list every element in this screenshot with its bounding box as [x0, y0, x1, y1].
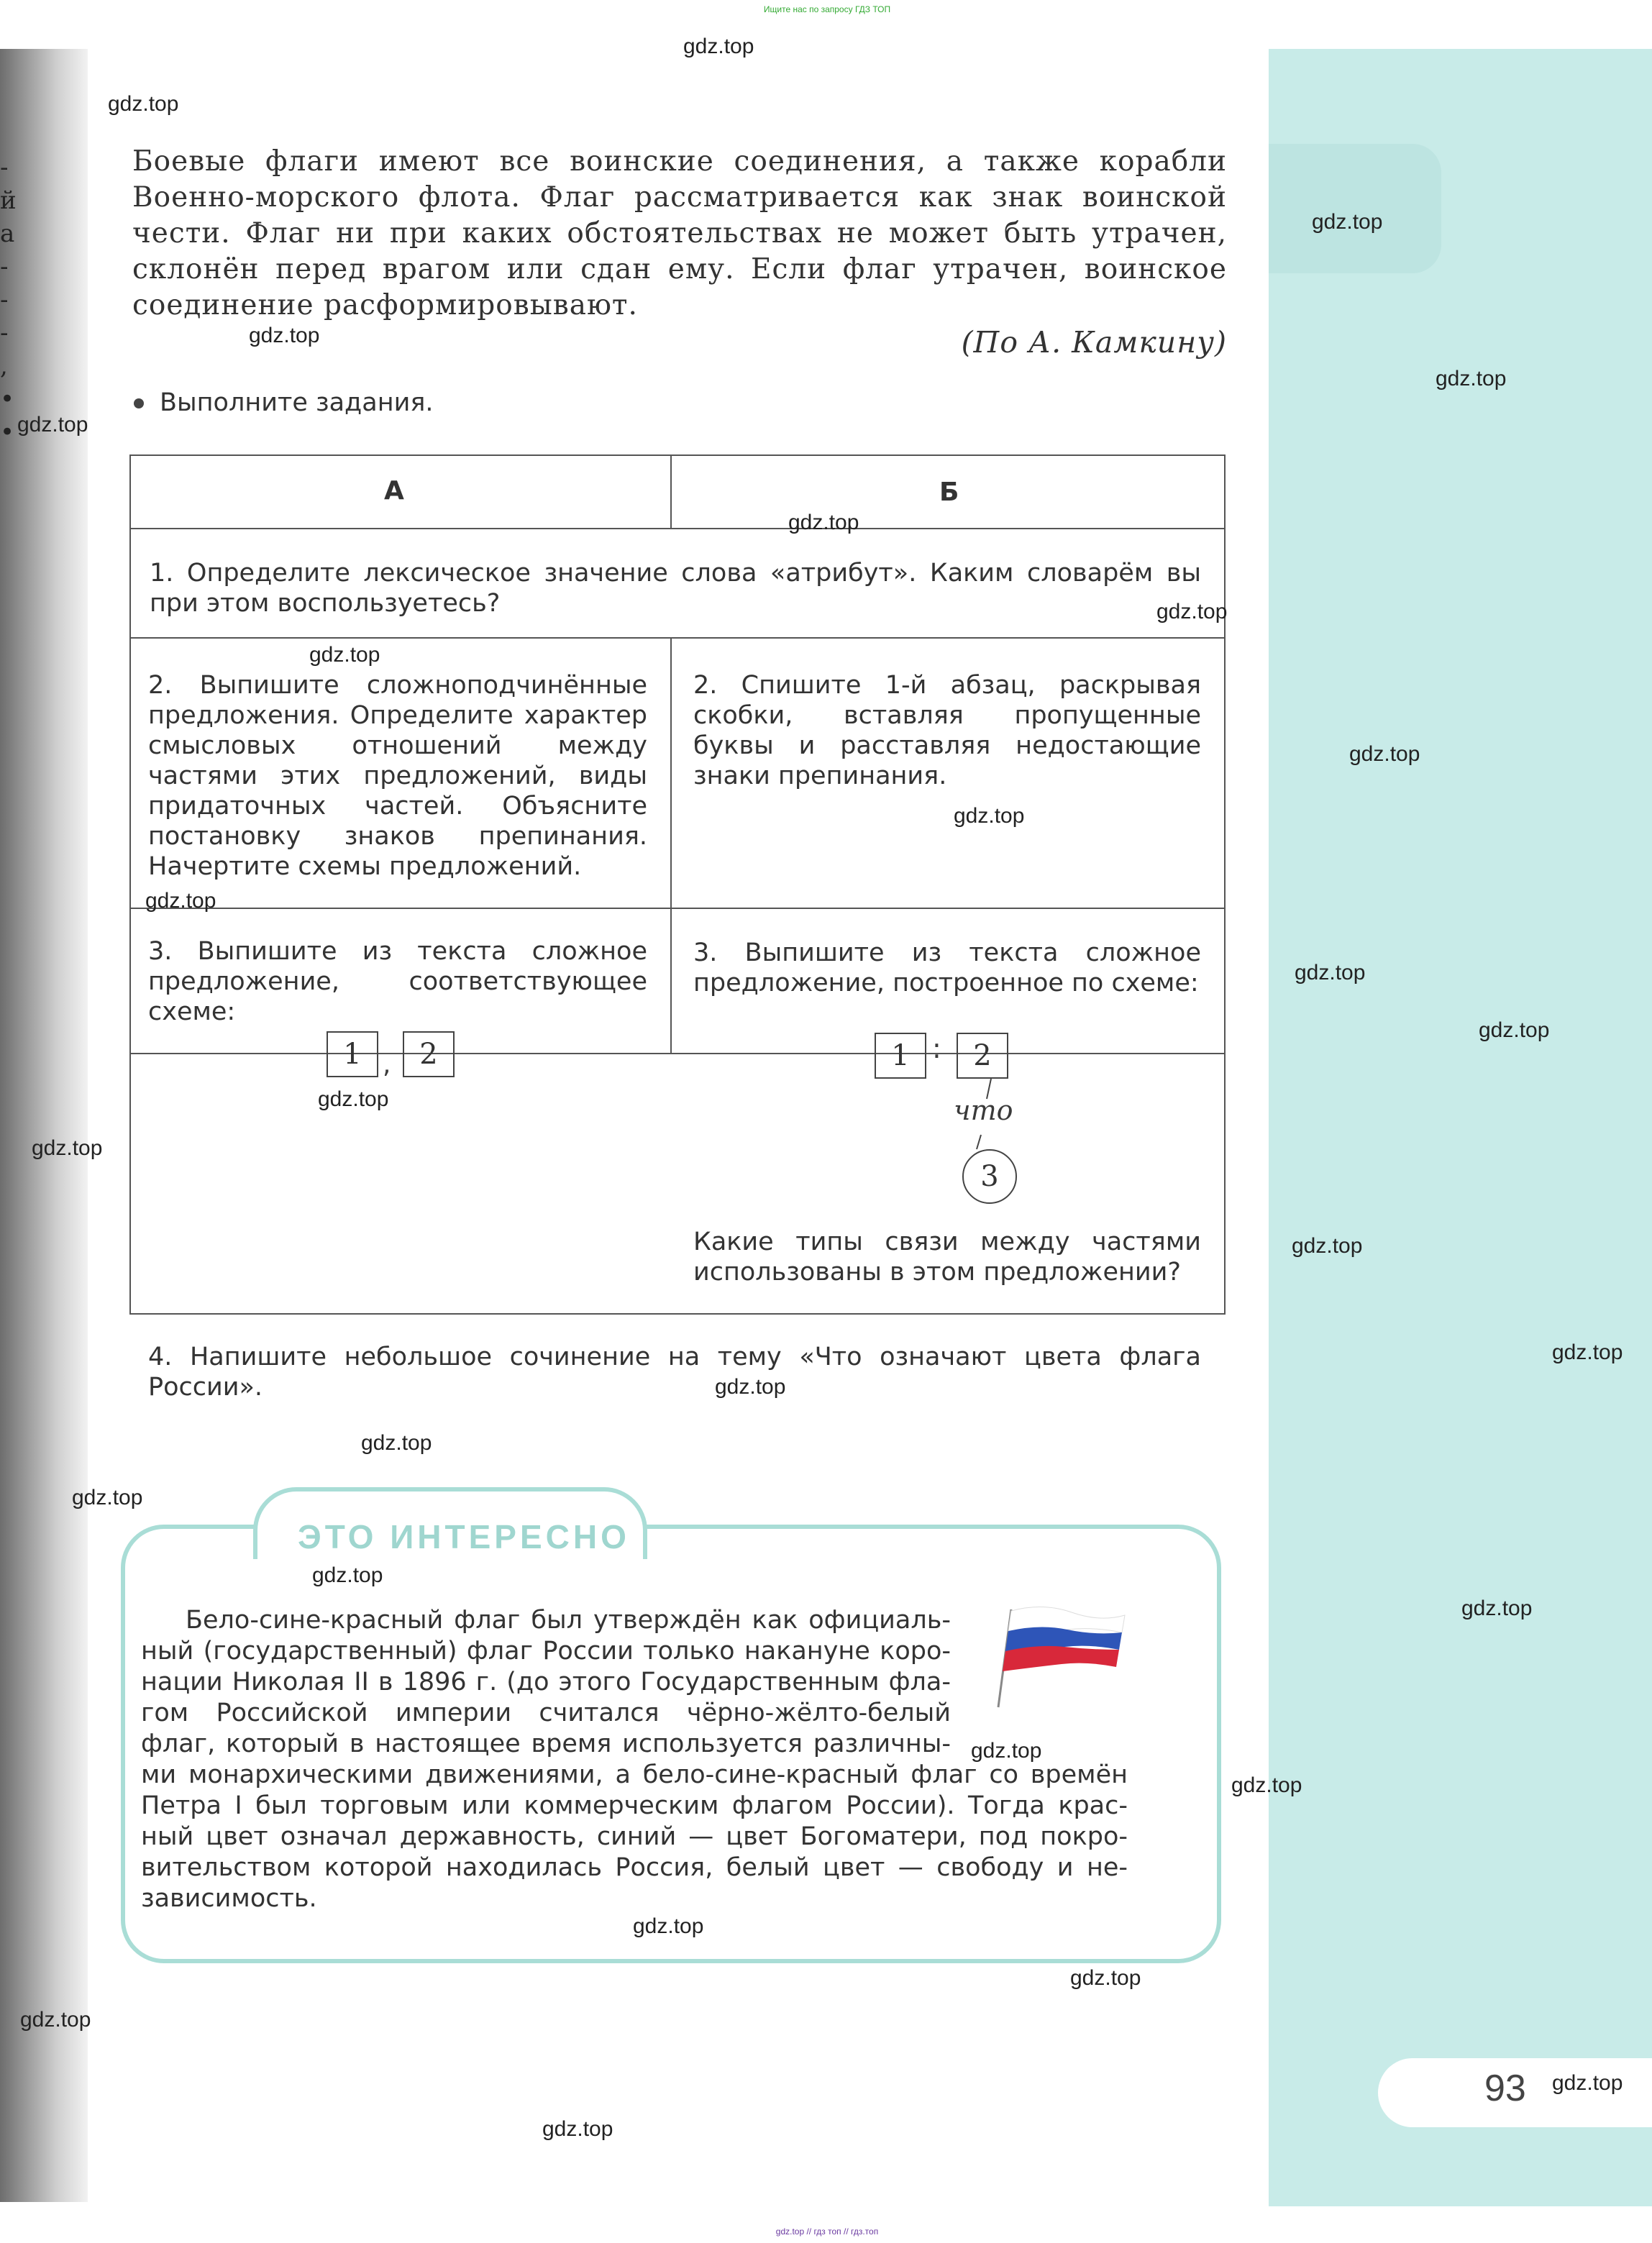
main-text	[132, 144, 1227, 324]
text-line: чести. Флаг ни при каких обстоятельствах не может быть утрачен,	[132, 217, 1227, 250]
watermark: gdz.top	[954, 804, 1025, 828]
scheme-b-box-2: 2	[957, 1033, 1008, 1079]
watermark: gdz.top	[1312, 210, 1383, 234]
task-1: 1. Определите лексическое значение слова «атрибут». Каким словарём вы при этом воспользуетесь?	[150, 559, 1201, 618]
text-line: ми монархическими движениями, а бело-сине-красный флаг со времён	[141, 1760, 1128, 1789]
watermark: gdz.top	[1552, 2071, 1623, 2095]
margin-decoration	[1269, 144, 1441, 273]
text-line: флаг, который в настоящее время используется различны-	[141, 1730, 951, 1758]
text-line: нации Николая II в 1896 г. (до этого Государственным фла-	[141, 1668, 951, 1696]
watermark: gdz.top	[309, 643, 380, 667]
watermark: gdz.top	[1070, 1966, 1141, 1990]
watermark: gdz.top	[1436, 367, 1507, 390]
watermark: gdz.top	[1479, 1018, 1550, 1042]
watermark: gdz.top	[788, 511, 859, 534]
watermark: gdz.top	[1461, 1596, 1533, 1620]
watermark: gdz.top	[633, 1914, 704, 1938]
table-divider	[131, 528, 1224, 529]
watermark: gdz.top	[361, 1431, 432, 1455]
interesting-title: ЭТО ИНТЕРЕСНО	[298, 1518, 630, 1556]
watermark: gdz.top	[72, 1486, 143, 1509]
text-line: Петра I был торговым или коммерческим флагом России). Тогда крас-	[141, 1791, 1128, 1820]
scheme-a-box-2: 2	[403, 1031, 455, 1077]
scheme-a-box-1: 1	[327, 1031, 378, 1077]
task-3b-question: Какие типы связи между частями использованы в этом предложении?	[693, 1228, 1201, 1287]
column-header-b: Б	[939, 478, 959, 507]
watermark: gdz.top	[1349, 742, 1420, 766]
bullet-icon	[134, 398, 144, 408]
watermark: gdz.top	[108, 92, 179, 116]
watermark: gdz.top	[542, 2117, 613, 2141]
watermark: gdz.top	[1552, 1340, 1623, 1364]
text-line: Военно-морского флота. Флаг рассматривается как знак воинской	[132, 181, 1227, 214]
table-divider	[131, 1053, 1224, 1054]
watermark: gdz.top	[1295, 961, 1366, 985]
text-line: склонён перед врагом или сдан ему. Если флаг утрачен, воинское	[132, 253, 1227, 285]
scheme-a-separator: ,	[383, 1050, 391, 1079]
text-line: Боевые флаги имеют все воинские соединения, а также корабли	[132, 145, 1227, 178]
watermark: gdz.top	[17, 413, 88, 437]
task-3a: 3. Выпишите из текста сложное предложение, соответствующее схеме:	[148, 937, 647, 1026]
text-line: вительством которой находилась Россия, белый цвет — свободу и не-	[141, 1853, 1128, 1882]
scheme-b-word: что	[954, 1095, 1013, 1126]
scheme-b-box-1: 1	[875, 1033, 926, 1079]
task-3b: 3. Выпишите из текста сложное предложение, построенное по схеме:	[693, 938, 1201, 997]
watermark: gdz.top	[249, 324, 320, 347]
task-2b: 2. Спишите 1-й абзац, раскрывая скобки, вставляя пропущенные буквы и расставляя недостающие знаки препинания.	[693, 671, 1201, 790]
spine-page-edge-marks: - й а - - - , • •	[0, 153, 17, 447]
text-line: ный (государственный) флаг России только накануне коро-	[141, 1637, 951, 1666]
watermark: gdz.top	[1292, 1234, 1363, 1258]
column-header-a: А	[384, 476, 404, 506]
table-divider	[670, 456, 672, 528]
watermark: gdz.top	[715, 1375, 786, 1399]
watermark: gdz.top	[1156, 600, 1228, 623]
table-divider	[131, 637, 1224, 639]
text-line: зависимость.	[141, 1884, 317, 1913]
instruction: Выполните задания.	[134, 388, 434, 417]
text-line: Бело-сине-красный флаг был утверждён как официаль-	[186, 1606, 951, 1635]
scheme-b-separator: :	[932, 1033, 941, 1064]
text-author: (По А. Камкину)	[961, 325, 1227, 360]
russian-flag-icon	[992, 1602, 1136, 1710]
watermark: gdz.top	[318, 1087, 389, 1111]
watermark: gdz.top	[312, 1563, 383, 1587]
watermark: gdz.top	[145, 889, 216, 913]
header-note: Ищите нас по запросу ГДЗ ТОП	[763, 4, 891, 14]
text-line: соединение расформировывают.	[132, 289, 638, 321]
watermark: gdz.top	[1231, 1773, 1302, 1797]
table-divider	[670, 637, 672, 1053]
watermark: gdz.top	[32, 1136, 103, 1160]
task-2a: 2. Выпишите сложноподчинённые предложения. Определите характер смысловых отношений между частями этих предложений, виды придаточных частей. Объясните постановку знаков препинания. Начертите схемы предложений.	[148, 671, 647, 881]
watermark: gdz.top	[20, 2008, 91, 2032]
scheme-b-circle: 3	[962, 1149, 1017, 1204]
watermark: gdz.top	[683, 35, 754, 58]
task-4: 4. Напишите небольшое сочинение на тему «Что означают цвета флага России».	[148, 1343, 1201, 1402]
page-number: 93	[1484, 2068, 1526, 2109]
watermark: gdz.top	[971, 1739, 1042, 1763]
text-line: ный цвет означал державность, синий — цвет Богоматери, под покро-	[141, 1822, 1128, 1851]
footer-note: gdz.top // гдз топ // гдз.топ	[775, 2226, 879, 2237]
table-divider	[131, 908, 1224, 909]
text-line: гом Российской империи считался чёрно-жёлто-белый	[141, 1699, 951, 1727]
